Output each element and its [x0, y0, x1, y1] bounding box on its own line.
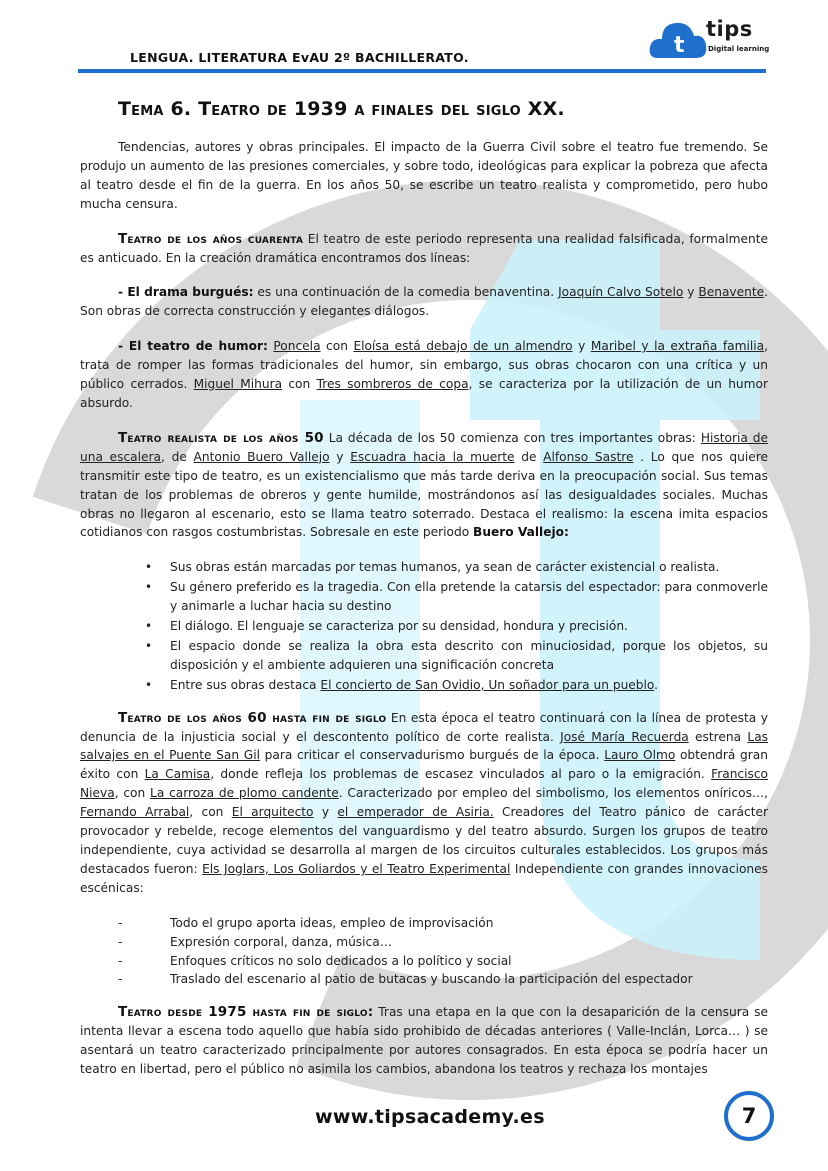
- footer-url: www.tipsacademy.es: [315, 1106, 545, 1128]
- drama-paragraph: - El drama burgués: es una continuación de la comedia benaventina. Joaquín Calvo Sotelo y Benavente. Son obras de correcta construcción y elegantes diálogos.: [80, 285, 768, 319]
- humor-paragraph: - El teatro de humor: Poncela con Eloísa está debajo de un almendro y Maribel y la extraña familia, trata de romper las formas tradicionales del humor, sin embargo, sus obras chocaron con una crítica y un público cerrados. Miguel Mihura con Tres sombreros de copa, se caracteriza por la utilización de un humor absurdo.: [80, 339, 769, 410]
- section-sixties: Teatro de los años 60 hasta fin de siglo En esta época el teatro continuará con la línea de protesta y denuncia de la injusticia social y el descontento político de corte realista. José María Recuerda estrena Las salvajes en el Puente San Gil para criticar el conservadurismo burgués de la época. Lauro Olmo obtendrá gran éxito con La Camisa, donde refleja los problemas de escasez vinculados al paro o la emigración. Francisco Nieva, con La carroza de plomo candente. Caracterizado por empleo del simbolismo, los elementos oníricos…, Fernando Arrabal, con El arquitecto y el emperador de Asiria. Creadores del Teatro pánico de carácter provocador y rebelde, recoge elementos del vanguardismo y del teatro absurdo. Surgen los grupos de teatro independiente, cuya actividad se desarrolla al margen de los circuitos culturales establecidos. Los grupos más destacados fueron: Els Joglars, Los Goliardos y el Teatro Experimental Independiente con grandes innovaciones escénicas:: [80, 709, 769, 895]
- buero-list: [80, 558, 768, 694]
- document-body: [80, 98, 768, 1095]
- work-link: el emperador de Asiria.: [337, 805, 494, 820]
- author-link: Benavente: [698, 285, 765, 300]
- author-link: José María Recuerda: [560, 729, 689, 744]
- list-item: • El espacio donde se realiza la obra esta descrito con minuciosidad, porque los objetos, su disposición y el ambiente adquieren una significación concreta: [170, 637, 768, 675]
- work-link: Las salvajes en el Puente San Gil: [80, 729, 769, 763]
- section-heading: Teatro realista de los años 50: [118, 429, 324, 446]
- logo-tagline: Digital learning: [708, 45, 770, 53]
- work-link: Els Joglars, Los Goliardos y el Teatro Experimental: [202, 861, 511, 876]
- logo-letter: t: [674, 33, 685, 58]
- author-link: Francisco Nieva: [80, 767, 769, 801]
- page-title: Tema 6. Teatro de 1939 a finales del siglo XX.: [118, 98, 565, 120]
- bold-author: Buero Vallejo:: [473, 525, 569, 540]
- list-item: - Todo el grupo aporta ideas, empleo de improvisación: [170, 914, 768, 933]
- author-link: Miguel Mihura: [193, 377, 283, 392]
- work-link: Eloísa está debajo de un almendro: [353, 339, 573, 354]
- section-heading: Teatro de los años 60 hasta fin de siglo: [118, 709, 387, 726]
- author-link: Fernando Arrabal: [80, 805, 190, 820]
- work-link: La carroza de plomo candente: [150, 786, 339, 801]
- list-item: • El diálogo. El lenguaje se caracteriza por su densidad, hondura y precisión.: [170, 617, 768, 636]
- header-title: LENGUA. LITERATURA EvAU 2º BACHILLERATO.: [130, 50, 469, 65]
- work-link: Historia de una escalera: [80, 430, 769, 464]
- work-link: Maribel y la extraña familia: [590, 339, 765, 354]
- section-text: El teatro de este periodo representa una realidad falsificada, formalmente es anticuado. En la creación dramática encontramos dos líneas:: [80, 231, 768, 265]
- humor-lead: - El teatro de humor:: [118, 339, 268, 354]
- section-text: Tras una etapa en la que con la desaparición de la censura se intenta llevar a escena todo aquello que había sido prohibido de décadas anteriores ( Valle-Inclán, Lorca… ) se asentará un teatro caracterizado principalmente por autores consagrados. En esta época se podría hacer un teatro en libertad, pero el público no asimila los cambios, abandona los teatros y rechaza los montajes: [80, 1005, 768, 1077]
- work-link: Tres sombreros de copa: [316, 377, 469, 392]
- author-link: Antonio Buero Vallejo: [193, 449, 330, 464]
- author-link: Lauro Olmo: [604, 748, 676, 763]
- section-forties: [80, 230, 768, 268]
- list-item: • Sus obras están marcadas por temas humanos, ya sean de carácter existencial o realista.: [170, 558, 768, 577]
- list-item: - Traslado del escenario al patio de butacas y buscando la participación del espectador: [170, 970, 768, 989]
- author-link: Poncela: [273, 339, 321, 354]
- section-heading: Teatro de los años cuarenta: [118, 230, 304, 247]
- work-link: La Camisa: [144, 767, 211, 782]
- list-item: - Expresión corporal, danza, música…: [170, 933, 768, 952]
- header-rule: [78, 69, 766, 73]
- logo-word: tips: [706, 17, 753, 41]
- author-link: Joaquín Calvo Sotelo: [558, 285, 684, 300]
- work-link: El concierto de San Ovidio, Un soñador para un pueblo: [320, 677, 655, 692]
- work-link: Escuadra hacia la muerte: [350, 449, 515, 464]
- drama-lead: - El drama burgués:: [118, 285, 254, 300]
- work-link: El arquitecto: [231, 805, 314, 820]
- list-item: • Su género preferido es la tragedia. Con ella pretende la catarsis del espectador: para conmoverle y animarle a luchar hacia su destino: [170, 578, 768, 616]
- section-heading: Teatro desde 1975 hasta fin de siglo:: [118, 1004, 374, 1021]
- independent-list: [80, 914, 768, 990]
- page-number: 7: [724, 1091, 774, 1141]
- list-item: • Entre sus obras destaca El concierto de San Ovidio, Un soñador para un pueblo.: [170, 676, 768, 695]
- section-fifties: Teatro realista de los años 50 La década de los 50 comienza con tres importantes obras: Historia de una escalera, de Antonio Buero Vallejo y Escuadra hacia la muerte de Alfonso Sastre . Lo que nos quiere transmitir este tipo de teatro, es un existencialismo que más tarde deriva en la preocupación social. Sus temas tratan de los problemas de obreros y gente humilde, mostrándonos así las desigualdades sociales. Muchas obras no llegaron al escenario, esto se llama teatro soterrado. Destaca el realismo: la escena imita espacios cotidianos con rasgos costumbristas. Sobresale en este periodo Buero Vallejo:: [80, 429, 769, 540]
- list-item: - Enfoques críticos no solo dedicados a lo político y social: [170, 952, 768, 971]
- author-link: Alfonso Sastre: [543, 449, 634, 464]
- intro-paragraph: Tendencias, autores y obras principales. El impacto de la Guerra Civil sobre el teatro fue tremendo. Se produjo un aumento de las presiones comerciales, y sobre todo, ideológicas para explicar la pobreza que afecta al teatro desde el fin de la guerra. En los años 50, se escribe un teatro realista y comprometido, pero hubo mucha censura.: [80, 140, 768, 211]
- section-1975: [80, 1003, 768, 1079]
